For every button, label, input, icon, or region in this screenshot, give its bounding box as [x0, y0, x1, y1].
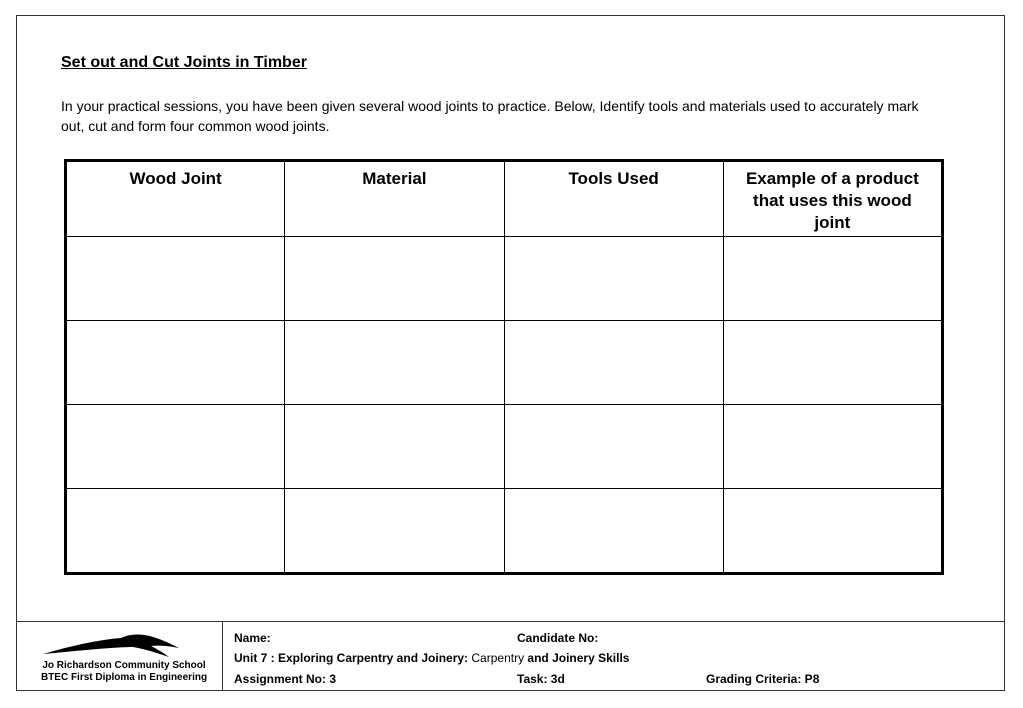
header-example-product: Example of a product that uses this wood joint [723, 161, 942, 237]
candidate-no-label: Candidate No: [517, 631, 599, 645]
cell-tools-used[interactable] [504, 405, 723, 489]
header-tools-used: Tools Used [504, 161, 723, 237]
header-wood-joint: Wood Joint [66, 161, 285, 237]
intro-text: In your practical sessions, you have been given several wood joints to practice. Below, Identify tools and materials used to accurately mark out, cut and form four common wood joints. [61, 98, 919, 134]
cell-example-product[interactable] [723, 237, 942, 321]
grading-criteria: Grading Criteria: P8 [706, 672, 820, 686]
cell-material[interactable] [285, 237, 504, 321]
page-title: Set out and Cut Joints in Timber [61, 54, 307, 71]
task-number: Task: 3d [517, 672, 565, 686]
table-row [66, 237, 943, 321]
table-row [66, 489, 943, 574]
cell-tools-used[interactable] [504, 237, 723, 321]
cell-tools-used[interactable] [504, 321, 723, 405]
cell-tools-used[interactable] [504, 489, 723, 574]
cell-wood-joint[interactable] [66, 489, 285, 574]
name-label: Name: [234, 631, 271, 645]
school-name: Jo Richardson Community School [42, 660, 206, 671]
unit-line [234, 651, 629, 665]
assignment-number: Assignment No: 3 [234, 672, 337, 686]
unit-title-bold: and Joinery Skills [527, 651, 630, 665]
cell-example-product[interactable] [723, 321, 942, 405]
unit-label: Unit 7 : Exploring Carpentry and Joinery: [234, 651, 469, 665]
table-row [66, 321, 943, 405]
cell-wood-joint[interactable] [66, 405, 285, 489]
cell-material[interactable] [285, 321, 504, 405]
cell-material[interactable] [285, 405, 504, 489]
table-row [66, 405, 943, 489]
cell-example-product[interactable] [723, 489, 942, 574]
joints-table [64, 159, 944, 575]
cell-wood-joint[interactable] [66, 321, 285, 405]
bird-logo-icon [41, 634, 181, 658]
header-material: Material [285, 161, 504, 237]
cell-material[interactable] [285, 489, 504, 574]
cell-example-product[interactable] [723, 405, 942, 489]
cell-wood-joint[interactable] [66, 237, 285, 321]
course-name: BTEC First Diploma in Engineering [40, 672, 208, 683]
table-header-row [66, 161, 943, 237]
school-logo-box [16, 622, 223, 691]
footer [16, 621, 1005, 691]
unit-title-plain: Carpentry [471, 651, 525, 665]
